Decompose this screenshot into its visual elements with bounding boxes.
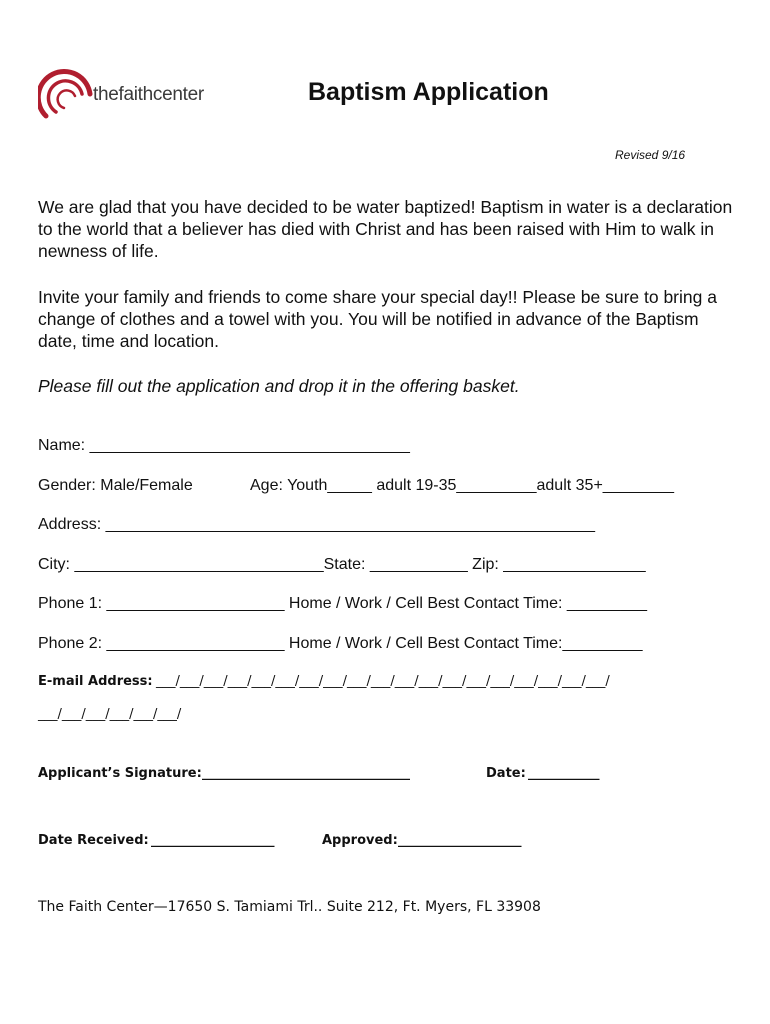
date-label: Date:	[486, 766, 526, 781]
page-title: Baptism Application	[308, 78, 549, 106]
approved-field[interactable]: ___________________	[398, 833, 522, 848]
gender-field[interactable]: Gender: Male/Female	[38, 477, 193, 494]
faith-center-logo-mark	[38, 64, 98, 124]
footer-address: The Faith Center—17650 S. Tamiami Trl.. Suite 212, Ft. Myers, FL 33908	[38, 899, 541, 915]
email-label: E-mail Address:	[38, 674, 153, 689]
signature-field[interactable]: ________________________________	[202, 766, 410, 781]
city-state-zip-field[interactable]: City: ____________________________State: ___________ Zip: ________________	[38, 556, 646, 573]
name-field[interactable]: Name: ____________________________________	[38, 437, 410, 454]
logo-wordmark: thefaithcenter	[93, 84, 204, 105]
intro-paragraph-1: We are glad that you have decided to be water baptized! Baptism in water is a declaration to the world that a believer has died with Christ and has been raised with Him to walk in newness of life.	[38, 197, 733, 261]
phone-1-field[interactable]: Phone 1: ____________________ Home / Work / Cell Best Contact Time: _________	[38, 595, 648, 612]
email-field-line-2[interactable]: ___/___/___/___/___/___/	[38, 707, 182, 722]
date-field[interactable]: ___________	[528, 766, 600, 781]
age-field[interactable]: Age: Youth_____ adult 19-35_________adult 35+________	[250, 477, 674, 494]
date-received-field[interactable]: ___________________	[151, 833, 275, 848]
signature-label: Applicant’s Signature:	[38, 766, 202, 781]
email-field-line-1[interactable]: ___/___/___/___/___/___/___/___/___/___/___/___/___/___/___/___/___/___/___/	[156, 674, 610, 689]
intro-paragraph-2: Invite your family and friends to come share your special day!! Please be sure to bring a change of clothes and a towel with you. You will be notified in advance of the Baptism date, time and location.	[38, 287, 717, 351]
revision-note: Revised 9/16	[615, 148, 686, 162]
instruction-paragraph: Please fill out the application and drop it in the offering basket.	[38, 376, 520, 396]
phone-2-field[interactable]: Phone 2: ____________________ Home / Work / Cell Best Contact Time:_________	[38, 635, 643, 652]
address-field[interactable]: Address: _______________________________________________________	[38, 516, 595, 533]
approved-label: Approved:	[322, 833, 398, 848]
date-received-label: Date Received:	[38, 833, 149, 848]
